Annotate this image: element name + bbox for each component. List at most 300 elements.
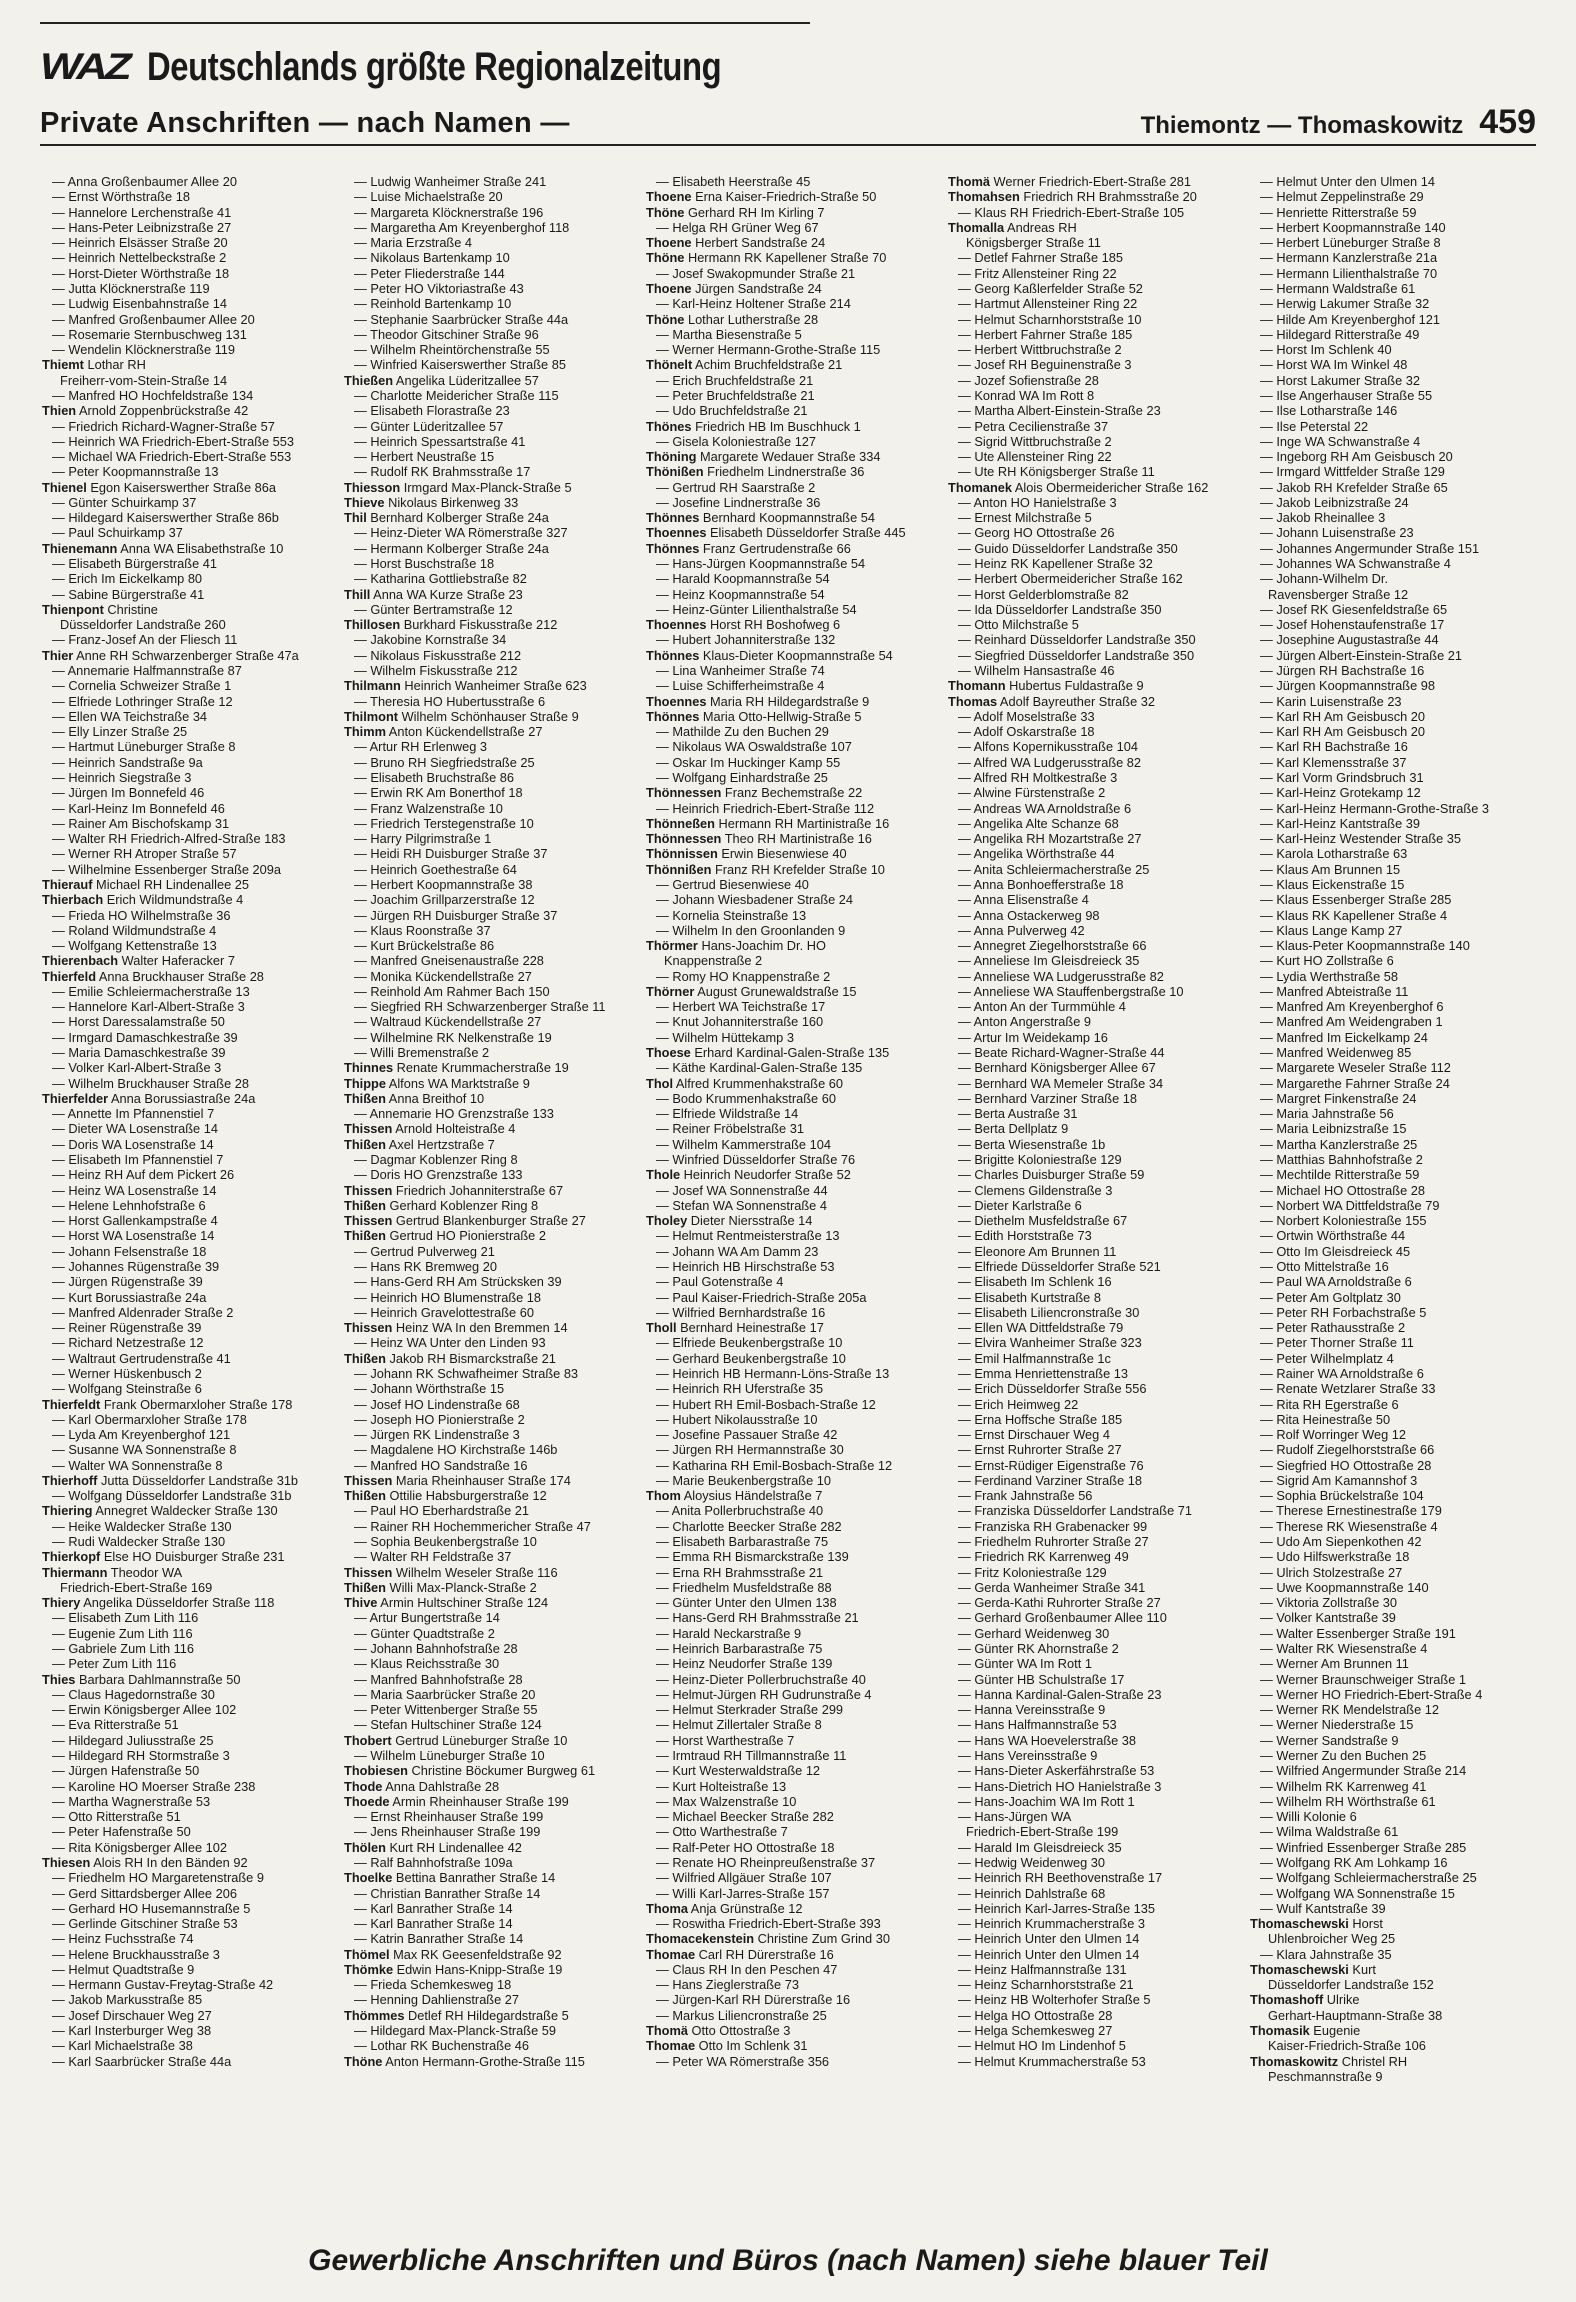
surname: Thomä	[646, 2023, 688, 2039]
directory-entry: — Johann Felsenstraße 18	[52, 1243, 207, 1259]
directory-entry: — Reinhold Am Rahmer Bach 150	[354, 983, 550, 999]
directory-entry-continuation: Königsberger Straße 11	[966, 235, 1101, 251]
directory-entry: — Wilhelm Bruckhauser Straße 28	[52, 1075, 249, 1091]
directory-entry-head	[344, 1121, 640, 1136]
directory-entry: — Alfons Kopernikusstraße 104	[958, 739, 1138, 755]
entry-text: Hermann RH Martinistraße 16	[714, 815, 890, 831]
directory-entry: — Ernst Dirschauer Weg 4	[958, 1427, 1110, 1443]
surname: Thömel	[344, 1946, 390, 1962]
directory-entry: — Artur Im Weidekamp 16	[958, 1029, 1108, 1045]
directory-entry: — Udo Bruchfeldstraße 21	[656, 403, 808, 419]
directory-entry: — Heinz Fuchsstraße 74	[52, 1931, 194, 1947]
directory-entry: — Helga RH Grüner Weg 67	[656, 219, 819, 235]
directory-entry-continuation: Peschmannstraße 9	[1268, 2068, 1383, 2084]
directory-entry: — Martha Biesenstraße 5	[656, 326, 802, 342]
directory-entry: — Gerd Sittardsberger Allee 206	[52, 1885, 237, 1901]
directory-entry-head	[344, 2008, 640, 2023]
directory-entry: — Manfred Am Weidengraben 1	[1260, 1014, 1443, 1030]
directory-entry: — Maria Saarbrücker Straße 20	[354, 1686, 536, 1702]
surname: Thömke	[344, 1961, 394, 1977]
directory-entry: — Heinz-Dieter WA Römerstraße 327	[354, 525, 568, 541]
directory-entry: — Gertrud RH Saarstraße 2	[656, 479, 816, 495]
entry-text: Heinz WA In den Bremmen 14	[392, 1320, 568, 1336]
directory-entry: — Inge WA Schwanstraße 4	[1260, 433, 1421, 449]
directory-entry: — Gertrud Biesenwiese 40	[656, 876, 809, 892]
directory-entry: — Friedrich Richard-Wagner-Straße 57	[52, 418, 275, 434]
directory-entry: — Manfred Am Kreyenberghof 6	[1260, 999, 1444, 1015]
directory-entry: — Charlotte Beecker Straße 282	[656, 1518, 842, 1534]
surname: Thoennes	[646, 617, 707, 633]
directory-entry: — Harald Neckarstraße 9	[656, 1625, 802, 1641]
directory-entry: — Angelika Wörthstraße 44	[958, 846, 1115, 862]
directory-entry: — Johann Wörthstraße 15	[354, 1381, 505, 1397]
directory-entry: — Maria Damaschkestraße 39	[52, 1045, 226, 1061]
directory-entry: — Frieda HO Wilhelmstraße 36	[52, 907, 231, 923]
surname: Thierbach	[42, 892, 104, 908]
entry-text: Klaus-Dieter Koopmannstraße 54	[699, 647, 893, 663]
directory-entry: — Karoline HO Moerser Straße 238	[52, 1778, 256, 1794]
directory-entry-head	[344, 373, 640, 388]
entry-text: Friedrich Johanniterstraße 67	[392, 1182, 564, 1198]
directory-entry: — Heinrich Karl-Jarres-Straße 135	[958, 1900, 1155, 1916]
directory-entry: — Otto Milchstraße 5	[958, 617, 1079, 633]
directory-entry: — Werner RK Mendelstraße 12	[1260, 1702, 1439, 1718]
entry-text: Franz Bechemstraße 22	[721, 785, 863, 801]
entry-text: Anna Bruckhauser Straße 28	[96, 968, 264, 984]
directory-entry: — Heinz Neudorfer Straße 139	[656, 1656, 833, 1672]
directory-entry: — Maria Jahnstraße 56	[1260, 1106, 1394, 1122]
directory-entry: — Erich Bruchfeldstraße 21	[656, 372, 814, 388]
entry-text: Andreas RH	[1004, 219, 1077, 235]
surname: Thom	[646, 1488, 681, 1504]
directory-entry: — Heinz RK Kapellener Straße 32	[958, 556, 1153, 572]
directory-entry: — Ellen WA Dittfeldstraße 79	[958, 1320, 1124, 1336]
entry-text: Erwin Biesenwiese 40	[717, 846, 847, 862]
directory-entry: — Johann Bahnhofstraße 28	[354, 1641, 518, 1656]
entry-text: Burkhard Fiskusstraße 212	[400, 617, 558, 633]
surname: Thissen	[344, 1320, 393, 1336]
directory-entry-head	[344, 510, 640, 525]
surname: Thöne	[344, 2053, 383, 2069]
directory-entry: — Heinrich Elsässer Straße 20	[52, 235, 228, 251]
directory-entry: — Hildegard RH Stormstraße 3	[52, 1747, 230, 1763]
directory-entry: — Georg Kaßlerfelder Straße 52	[958, 280, 1143, 296]
entry-text: Heinrich Wanheimer Straße 623	[400, 678, 587, 694]
directory-entry-head	[42, 1473, 338, 1488]
directory-entry: — Karl-Heinz Im Bonnefeld 46	[52, 800, 225, 816]
directory-entry: — Johannes Angermunder Straße 151	[1260, 540, 1480, 556]
directory-columns	[36, 174, 1546, 2173]
directory-entry: — Werner Sandstraße 9	[1260, 1732, 1399, 1748]
directory-entry: — Werner Am Brunnen 11	[1260, 1656, 1409, 1672]
entry-text: Maria RH Hildegardstraße 9	[706, 693, 870, 709]
directory-entry: — Manfred Im Eickelkamp 24	[1260, 1029, 1428, 1045]
directory-entry: — Erich Düsseldorfer Straße 556	[958, 1381, 1147, 1397]
entry-text: Theo RH Martinistraße 16	[721, 831, 872, 847]
directory-entry: — Horst-Dieter Wörthstraße 18	[52, 265, 230, 281]
directory-entry: — Heinrich HO Blumenstraße 18	[354, 1289, 542, 1305]
entry-text: Annegret Waldecker Straße 130	[92, 1503, 278, 1519]
directory-entry: — Heinrich Sandstraße 9a	[52, 754, 203, 770]
directory-entry: — Eva Ritterstraße 51	[52, 1717, 179, 1733]
surname: Thoelke	[344, 1870, 393, 1886]
directory-entry: — Elly Linzer Straße 25	[52, 724, 188, 740]
surname: Thiermann	[42, 1564, 108, 1580]
directory-entry: — Franz-Josef An der Fliesch 11	[52, 632, 238, 648]
directory-entry: — Helga HO Ottostraße 28	[958, 2007, 1113, 2023]
directory-entry: — Margareta Klöcknerstraße 196	[354, 204, 544, 220]
directory-entry: — Ilse Angerhauser Straße 55	[1260, 387, 1433, 403]
directory-entry: — Karl Obermarxloher Straße 178	[52, 1411, 247, 1427]
directory-entry-head	[344, 678, 640, 693]
page-number: 459	[1479, 103, 1536, 141]
directory-entry: — Werner Hermann-Grothe-Straße 115	[656, 342, 881, 358]
directory-entry: — Klara Jahnstraße 35	[1260, 1946, 1392, 1962]
directory-entry: — Lydia Werthstraße 58	[1260, 968, 1398, 984]
surname: Thönes	[646, 418, 692, 434]
entry-text: Christel RH	[1338, 2053, 1408, 2069]
surname: Thissen	[344, 1564, 393, 1580]
directory-entry-head	[646, 525, 942, 540]
directory-entry: — Manfred Großenbaumer Allee 20	[52, 311, 255, 327]
directory-entry: — Angelika RH Mozartstraße 27	[958, 831, 1142, 847]
directory-column-5	[1244, 174, 1546, 2173]
directory-entry: — Horst WA Im Winkel 48	[1260, 357, 1408, 373]
directory-entry-continuation: Friedrich-Ebert-Straße 199	[966, 1824, 1119, 1840]
directory-entry: — Johann Luisenstraße 23	[1260, 525, 1414, 541]
directory-entry-continuation: Ravensberger Straße 12	[1268, 586, 1409, 602]
directory-entry: — Karl-Heinz Hermann-Grothe-Straße 3	[1260, 800, 1489, 816]
surname: Thoennes	[646, 525, 707, 541]
directory-entry: — Heinrich Siegstraße 3	[52, 769, 192, 785]
entry-text: Anna Breithof 10	[385, 1090, 485, 1106]
directory-entry: — Wilma Waldstraße 61	[1260, 1824, 1399, 1840]
directory-entry-continuation: Friedrich-Ebert-Straße 169	[60, 1579, 213, 1595]
entry-text: Alois Obermeidericher Straße 162	[1012, 479, 1209, 495]
entry-text: Anne RH Schwarzenberger Straße 47a	[73, 647, 299, 663]
entry-text: Walter Haferacker 7	[118, 953, 235, 969]
directory-entry: — Josef Dirschauer Weg 27	[52, 2007, 212, 2023]
directory-entry-head	[344, 1794, 640, 1809]
directory-entry: — Hermann Waldstraße 61	[1260, 280, 1416, 296]
directory-entry: — Irmgard Wittfelder Straße 129	[1260, 464, 1445, 480]
directory-entry: — Herbert Koopmannstraße 38	[354, 876, 533, 892]
directory-entry: — Hermann Kanzlerstraße 21a	[1260, 250, 1438, 266]
directory-entry: — Werner RH Atroper Straße 57	[52, 846, 237, 862]
directory-entry-head	[646, 449, 942, 464]
directory-entry: — Horst Gelderblomstraße 82	[958, 586, 1129, 602]
entry-text: Franz RH Krefelder Straße 10	[711, 861, 885, 877]
directory-entry-head	[646, 281, 942, 296]
directory-entry: — Theodor Gitschiner Straße 96	[354, 326, 539, 342]
directory-entry: — Kurt Brückelstraße 86	[354, 938, 495, 954]
directory-entry: — Alfred WA Ludgerusstraße 82	[958, 754, 1142, 770]
directory-entry: — Karin Luisenstraße 23	[1260, 693, 1402, 709]
directory-entry: — Franziska Düsseldorfer Landstraße 71	[958, 1503, 1192, 1519]
directory-entry: — Magdalene HO Kirchstraße 146b	[354, 1442, 558, 1458]
directory-entry: — Anna Großenbaumer Allee 20	[52, 174, 237, 189]
directory-entry: — Sigrid Am Kamannshof 3	[1260, 1472, 1418, 1488]
surname: Thiemt	[42, 357, 84, 373]
entry-text: Axel Hertzstraße 7	[385, 1136, 495, 1152]
directory-entry: — Rita RH Egerstraße 6	[1260, 1396, 1399, 1412]
surname: Thies	[42, 1671, 76, 1687]
directory-entry-continuation: Düsseldorfer Landstraße 260	[60, 617, 226, 633]
entry-text: Hubertus Fuldastraße 9	[1005, 678, 1144, 694]
directory-entry: — Heinz WA Unter den Linden 93	[354, 1335, 546, 1351]
directory-entry-head	[1250, 1916, 1546, 1931]
directory-entry: — Ernst Ruhrorter Straße 27	[958, 1442, 1122, 1458]
directory-entry-head	[344, 1565, 640, 1580]
directory-entry: — Clemens Gildenstraße 3	[958, 1182, 1113, 1198]
directory-entry: — Anton An der Turmmühle 4	[958, 999, 1126, 1015]
surname: Thöning	[646, 449, 697, 465]
directory-entry: — Knut Johanniterstraße 160	[656, 1014, 824, 1030]
directory-entry: — Helmut Zeppelinstraße 29	[1260, 189, 1424, 205]
directory-entry: — Wilfried Bernhardstraße 16	[656, 1304, 826, 1320]
directory-entry: — Kurt Borussiastraße 24a	[52, 1289, 207, 1305]
directory-entry: — Mechtilde Ritterstraße 59	[1260, 1167, 1420, 1183]
directory-entry: — Klaus Am Brunnen 15	[1260, 861, 1401, 877]
entry-text: Margarete Wedauer Straße 334	[696, 449, 881, 465]
surname: Thönnes	[646, 647, 700, 663]
directory-entry: — Manfred Weidenweg 85	[1260, 1045, 1412, 1061]
entry-text: Armin Rheinhauser Straße 199	[389, 1793, 569, 1809]
surname: Thierauf	[42, 876, 93, 892]
directory-entry: — Wilhelm Hansastraße 46	[958, 663, 1115, 678]
directory-entry: — Lyda Am Kreyenberghof 121	[52, 1427, 231, 1443]
directory-entry: — Richard Netzestraße 12	[52, 1335, 204, 1351]
directory-entry-head	[344, 1320, 640, 1335]
directory-entry-head	[646, 1045, 942, 1060]
directory-entry: — Friedhelm HO Margaretenstraße 9	[52, 1870, 264, 1886]
directory-entry: — Karl RH Bachstraße 16	[1260, 739, 1408, 755]
entry-text: Arnold Holteistraße 4	[392, 1121, 516, 1137]
directory-entry-head	[646, 1931, 942, 1946]
directory-entry: — Maria Erzstraße 4	[354, 235, 473, 251]
surname: Thoene	[646, 280, 692, 296]
entry-text: Maria Rheinhauser Straße 174	[392, 1472, 571, 1488]
surname: Thomashoff	[1250, 1992, 1324, 2008]
directory-entry: — Jakob RH Krefelder Straße 65	[1260, 479, 1448, 495]
directory-entry-head	[646, 250, 942, 265]
directory-entry: — Sigrid Wittbruchstraße 2	[958, 433, 1112, 449]
directory-entry: — Elfriede Wildstraße 14	[656, 1106, 799, 1122]
surname: Thoene	[646, 189, 692, 205]
directory-entry: — Peter Wittenberger Straße 55	[354, 1702, 538, 1718]
directory-entry: — Nikolaus Fiskusstraße 212	[354, 647, 522, 663]
directory-entry: — Emma Henriettenstraße 13	[958, 1365, 1128, 1381]
directory-entry: — Stefan Hultschiner Straße 124	[354, 1717, 542, 1733]
surname: Thießen	[344, 372, 394, 388]
directory-entry: — Konrad WA Im Rott 8	[958, 387, 1095, 403]
directory-entry: — Rita Königsberger Allee 102	[52, 1839, 227, 1855]
directory-entry: — Margarethe Fahrner Straße 24	[1260, 1075, 1450, 1091]
directory-entry: — Wendelin Klöcknerstraße 119	[52, 342, 236, 358]
directory-entry-head	[344, 1198, 640, 1213]
directory-entry-continuation: Düsseldorfer Landstraße 152	[1268, 1977, 1434, 1993]
entry-text: Alois RH In den Bänden 92	[90, 1854, 248, 1870]
directory-entry: — Herbert Wittbruchstraße 2	[958, 342, 1122, 358]
surname: Thode	[344, 1778, 383, 1794]
entry-text: Carl RH Dürerstraße 16	[695, 1946, 834, 1962]
directory-entry: — Marie Beukenbergstraße 10	[656, 1472, 831, 1488]
directory-entry-head	[646, 189, 942, 204]
entry-text: Bernhard Kolberger Straße 24a	[366, 510, 549, 526]
directory-entry: — Heinrich WA Friedrich-Ebert-Straße 553	[52, 433, 295, 449]
directory-entry: — Johann-Wilhelm Dr.	[1260, 571, 1389, 587]
entry-text: Achim Bruchfeldstraße 21	[692, 357, 843, 373]
directory-entry: — Alwine Fürstenstraße 2	[958, 785, 1106, 801]
directory-entry: — Jakob Leibnizstraße 24	[1260, 494, 1409, 510]
directory-entry: — Klaus Roonstraße 37	[354, 922, 491, 938]
entry-text: Gertrud Blankenburger Straße 27	[392, 1213, 586, 1229]
directory-entry: — Kurt HO Zollstraße 6	[1260, 953, 1394, 969]
directory-entry-head	[344, 1580, 640, 1595]
directory-entry: — Elisabeth Liliencronstraße 30	[958, 1304, 1140, 1320]
directory-entry-continuation: Kaiser-Friedrich-Straße 106	[1268, 2038, 1426, 2054]
directory-entry: — Martha Wagnerstraße 53	[52, 1793, 211, 1809]
directory-entry: — Bruno RH Siegfriedstraße 25	[354, 754, 535, 770]
entry-text: Detlef RH Hildegardstraße 5	[404, 2007, 569, 2023]
directory-entry: — Horst WA Losenstraße 14	[52, 1228, 215, 1244]
directory-entry: — Anneliese Im Gleisdreieck 35	[958, 953, 1140, 969]
directory-entry: — Heinz WA Losenstraße 14	[52, 1182, 217, 1198]
directory-entry: — Hilde Am Kreyenberghof 121	[1260, 311, 1440, 327]
surname: Thißen	[344, 1488, 386, 1504]
directory-entry-head	[42, 357, 338, 372]
entry-text: Elisabeth Düsseldorfer Straße 445	[706, 525, 906, 541]
directory-entry: — Josef HO Lindenstraße 68	[354, 1396, 520, 1412]
directory-entry: — Ferdinand Varziner Straße 18	[958, 1472, 1142, 1488]
directory-entry: — Franz Walzenstraße 10	[354, 800, 503, 816]
surname: Thomas	[948, 693, 998, 709]
directory-entry: — Hans-Dietrich HO Hanielstraße 3	[958, 1778, 1162, 1794]
entry-text: Lothar Lutherstraße 28	[684, 311, 819, 327]
directory-entry: — Heike Waldecker Straße 130	[52, 1518, 232, 1534]
entry-text: Irmgard Max-Planck-Straße 5	[400, 479, 572, 495]
entry-text: Anna WA Elisabethstraße 10	[117, 540, 284, 556]
directory-entry: — Henriette Ritterstraße 59	[1260, 204, 1417, 220]
surname: Thönnes	[646, 708, 700, 724]
surname: Thönißen	[646, 464, 704, 480]
surname: Thißen	[344, 1350, 386, 1366]
directory-entry: — Romy HO Knappenstraße 2	[656, 968, 831, 984]
directory-entry: — Ernst Wörthstraße 18	[52, 189, 190, 205]
surname: Thoede	[344, 1793, 390, 1809]
directory-entry: — Alfred RH Moltkestraße 3	[958, 769, 1118, 785]
directory-column-3	[640, 174, 942, 2173]
directory-entry: — Günter Unter den Ulmen 138	[656, 1595, 837, 1611]
entry-text: Christine	[103, 601, 158, 617]
entry-text: Ottilie Habsburgerstraße 12	[385, 1488, 547, 1504]
directory-entry: — Hans Zieglerstraße 73	[656, 1977, 799, 1993]
entry-text: Erna Kaiser-Friedrich-Straße 50	[691, 189, 877, 205]
directory-entry: — Guido Düsseldorfer Landstraße 350	[958, 540, 1178, 556]
directory-entry: — Peter Wilhelmplatz 4	[1260, 1350, 1394, 1366]
directory-entry: — Winfried Düsseldorfer Straße 76	[656, 1152, 856, 1167]
name-range: Thiemontz — Thomaskowitz	[1140, 112, 1464, 139]
surname: Thienel	[42, 479, 87, 495]
surname: Thimm	[344, 724, 386, 740]
directory-entry: — Manfred Abteistraße 11	[1260, 983, 1409, 999]
surname: Thoene	[646, 235, 692, 251]
directory-entry: — Wolfgang Einhardstraße 25	[656, 769, 828, 785]
directory-entry: — Paul Gotenstraße 4	[656, 1274, 784, 1290]
directory-entry: — Winfried Kaiserswerther Straße 85	[354, 357, 566, 373]
entry-text: Ulrike	[1323, 1992, 1360, 2008]
directory-entry-head	[344, 495, 640, 510]
directory-entry-head	[646, 357, 942, 372]
entry-text: Horst	[1348, 1916, 1383, 1932]
directory-entry-head	[42, 403, 338, 418]
directory-entry-head	[42, 1503, 338, 1518]
directory-entry-head	[42, 1397, 338, 1412]
surname: Thillosen	[344, 617, 401, 633]
surname: Thissen	[344, 1213, 393, 1229]
surname: Thierhoff	[42, 1472, 98, 1488]
directory-entry: — Joachim Grillparzerstraße 12	[354, 892, 535, 908]
directory-entry-head	[42, 648, 338, 663]
directory-entry: — Joseph HO Pionierstraße 2	[354, 1411, 525, 1427]
directory-entry: — Klaus RH Friedrich-Ebert-Straße 105	[958, 204, 1185, 220]
directory-entry: — Günter WA Im Rott 1	[958, 1656, 1092, 1672]
entry-text: Armin Hultschiner Straße 124	[377, 1595, 549, 1611]
directory-entry: — Ortwin Wörthstraße 44	[1260, 1228, 1406, 1244]
directory-entry: — Katharina RH Emil-Bosbach-Straße 12	[656, 1457, 893, 1473]
directory-entry-head	[344, 1076, 640, 1091]
directory-entry: — Michael WA Friedrich-Ebert-Straße 553	[52, 449, 292, 465]
directory-column-2	[338, 174, 640, 2173]
surname: Thönelt	[646, 357, 693, 373]
directory-entry-head	[646, 510, 942, 525]
directory-entry: — Günter Bertramstraße 12	[354, 601, 513, 617]
directory-entry: — Wolfgang WA Sonnenstraße 15	[1260, 1885, 1455, 1901]
surname: Thive	[344, 1595, 378, 1611]
directory-entry: — Hans-Gerd RH Brahmsstraße 21	[656, 1610, 859, 1626]
entry-text: Angelika Düsseldorfer Straße 118	[80, 1595, 275, 1611]
directory-entry: — Volker Kantstraße 39	[1260, 1610, 1396, 1626]
directory-entry: — Jürgen RK Lindenstraße 3	[354, 1427, 520, 1443]
directory-entry: — Klaus-Peter Koopmannstraße 140	[1260, 938, 1470, 954]
directory-entry: — Gerda-Kathi Ruhrorter Straße 27	[958, 1595, 1161, 1611]
directory-entry: — Winfried Essenberger Straße 285	[1260, 1839, 1467, 1855]
directory-entry: — Hermann Kolberger Straße 24a	[354, 540, 549, 556]
section-title: Private Anschriften — nach Namen —	[40, 107, 570, 139]
directory-entry: — Dieter Karlstraße 6	[958, 1197, 1082, 1213]
directory-entry-head	[344, 1595, 640, 1610]
directory-entry: — Friedrich Terstegenstraße 10	[354, 815, 534, 831]
directory-entry: — Jürgen Rügenstraße 39	[52, 1274, 203, 1290]
surname: Thörmer	[646, 938, 698, 954]
directory-entry: — Udo Am Siepenkothen 42	[1260, 1534, 1422, 1550]
directory-entry: — Ulrich Stolzestraße 27	[1260, 1564, 1403, 1580]
directory-entry-head	[646, 617, 942, 632]
directory-entry: — Hanna Kardinal-Galen-Straße 23	[958, 1686, 1162, 1702]
directory-entry: — Horst Lakumer Straße 32	[1260, 372, 1421, 388]
directory-entry-head	[42, 1595, 338, 1610]
directory-entry: — Willi Kolonie 6	[1260, 1809, 1357, 1825]
directory-entry: — Hubert RH Emil-Bosbach-Straße 12	[656, 1396, 876, 1412]
directory-entry: — Herbert WA Teichstraße 17	[656, 999, 826, 1015]
directory-entry: — Dagmar Koblenzer Ring 8	[354, 1152, 518, 1167]
entry-text: Bettina Banrather Straße 14	[392, 1870, 556, 1886]
directory-entry: — Berta Dellplatz 9	[958, 1121, 1069, 1137]
surname: Thönnes	[646, 540, 700, 556]
directory-entry: — Ralf Bahnhofstraße 109a	[354, 1854, 513, 1870]
directory-entry: — Jürgen-Karl RH Dürerstraße 16	[656, 1992, 851, 2008]
directory-entry: — Elisabeth Barbarastraße 75	[656, 1534, 829, 1550]
